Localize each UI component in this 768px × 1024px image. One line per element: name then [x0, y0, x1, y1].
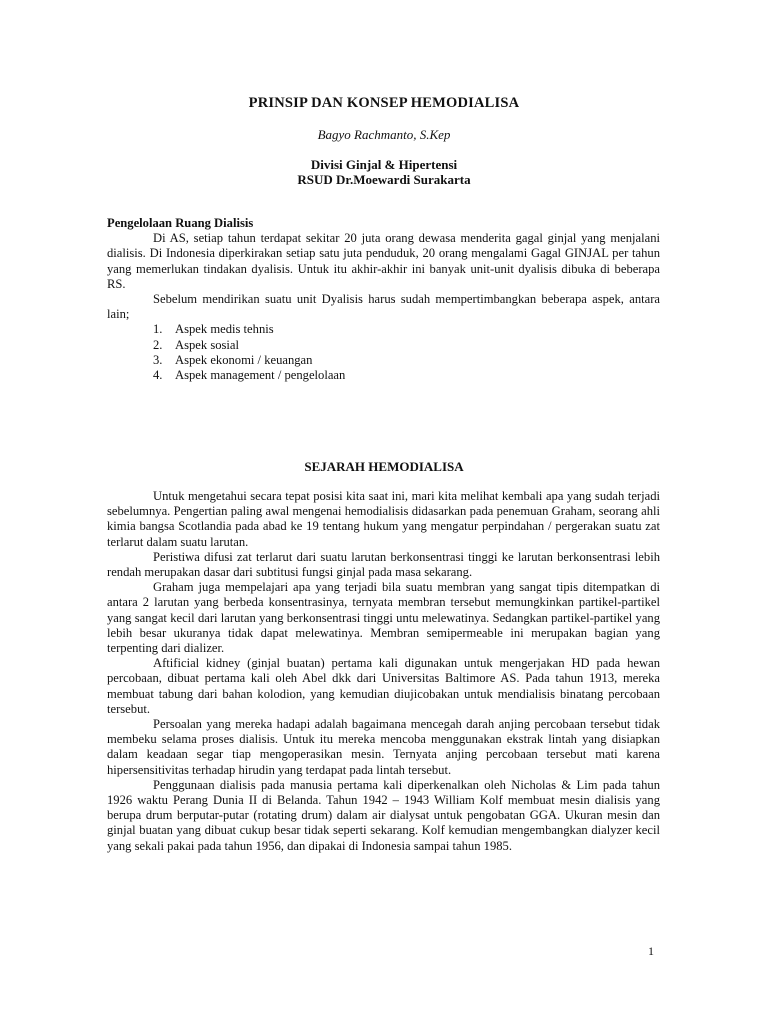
affiliation — [0, 157, 768, 187]
section-history — [107, 489, 660, 854]
paragraph: Graham juga mempelajari apa yang terjadi bila suatu membran yang sangat tipis ditempatkan di antara 2 larutan yang berbeda konsentrasinya, ternyata membran tersebut memungkinkan partikel-partikel yang sangat kecil dari larutan yang berkonsentrasi tinggi untu melewatinya. Sedangkan partikel-partikel yang lebih besar ukuranya tidak dapat melewatinya. Membran semipermeable ini merupakan bagian yang terpenting dari dializer. — [107, 580, 660, 656]
list-number: 1. — [153, 322, 163, 337]
author-name: Bagyo Rachmanto, S.Kep — [317, 127, 451, 142]
affiliation-hospital: RSUD Dr.Moewardi Surakarta — [297, 172, 471, 187]
paragraph: Penggunaan dialisis pada manusia pertama kali diperkenalkan oleh Nicholas & Lim pada tahun 1926 waktu Perang Dunia II di Belanda. Tahun 1942 – 1943 William Kolf membuat mesin dialisis yang berupa drum berputar-putar (rotating drum) dalam air dialysat untuk pengobatan GGA. Ukuran mesin dan ginjal buatan yang dibuat cukup besar tidak seperti sekarang. Kolf kemudian mengembangkan dialyzer kecil yang sekali pakai pada tahun 1956, dan dipakai di Indonesia sampai tahun 1985. — [107, 777, 660, 853]
list-number: 4. — [153, 368, 163, 383]
list-item — [153, 338, 660, 353]
list-number: 2. — [153, 337, 163, 352]
paragraph: Peristiwa difusi zat terlarut dari suatu larutan berkonsentrasi tinggi ke larutan berkonsentrasi lebih rendah merupakan dasar dari subtitusi fungsi ginjal pada masa sekarang. — [107, 549, 660, 580]
paragraph: Sebelum mendirikan suatu unit Dyalisis harus sudah mempertimbangkan beberapa aspek, antara lain; — [107, 292, 660, 322]
list-item — [153, 353, 660, 368]
paragraph: Aftificial kidney (ginjal buatan) pertama kali digunakan untuk mengerjakan HD pada hewan percobaan, dibuat pertama kali oleh Abel dkk dari Universitas Baltimore AS. Pada tahun 1913, mereka membuat tabung dari bahan kolodion, yang kemudian diujicobakan untuk mendialisis binatang percobaan tersebut. — [107, 656, 660, 716]
page-number: 1 — [648, 944, 654, 958]
document-title: PRINSIP DAN KONSEP HEMODIALISA — [248, 95, 520, 111]
list-number: 3. — [153, 352, 163, 367]
affiliation-division: Divisi Ginjal & Hipertensi — [310, 157, 458, 172]
aspect-list — [107, 322, 660, 383]
section-heading: Pengelolaan Ruang Dialisis — [107, 216, 254, 230]
list-text: Aspek sosial — [175, 337, 240, 352]
paragraph: Persoalan yang mereka hadapi adalah bagaimana mencegah darah anjing percobaan tersebut tidak membeku selama proses dialisis. Untuk itu mereka mencoba menggunakan ekstrak lintah yang disiapkan dalam keadaan segar tiap mengoperasikan mesin. Ternyata anjing percobaan tersebut mati karena hipersensitivitas terhadap hirudin yang terdapat pada lintah tersebut. — [107, 717, 660, 777]
list-item — [153, 322, 660, 337]
list-text: Aspek management / pengelolaan — [175, 368, 346, 383]
list-text: Aspek medis tehnis — [175, 322, 274, 337]
paragraph: Untuk mengetahui secara tepat posisi kita saat ini, mari kita melihat kembali apa yang sudah terjadi sebelumnya. Pengertian paling awal mengenai hemodialisis didasarkan pada penemuan Graham, seorang ahli kimia bangsa Scotlandia pada abad ke 19 tentang hukum yang mengatur perpindahan / pergerakan suatu zat terlarut dalam suatu larutan. — [107, 489, 660, 549]
list-text: Aspek ekonomi / keuangan — [175, 352, 313, 367]
section-heading-history: SEJARAH HEMODIALISA — [304, 459, 464, 474]
list-item — [153, 368, 660, 383]
paragraph: Di AS, setiap tahun terdapat sekitar 20 juta orang dewasa menderita gagal ginjal yang menjalani dialisis. Di Indonesia diperkirakan setiap satu juta penduduk, 20 orang mengalami Gagal GINJAL per tahun yang memerlukan tindakan dyalisis. Untuk itu akhir-akhir ini banyak unit-unit dyalisis dibuka di beberapa RS. — [107, 231, 660, 291]
section-dialysis-room — [107, 216, 660, 383]
